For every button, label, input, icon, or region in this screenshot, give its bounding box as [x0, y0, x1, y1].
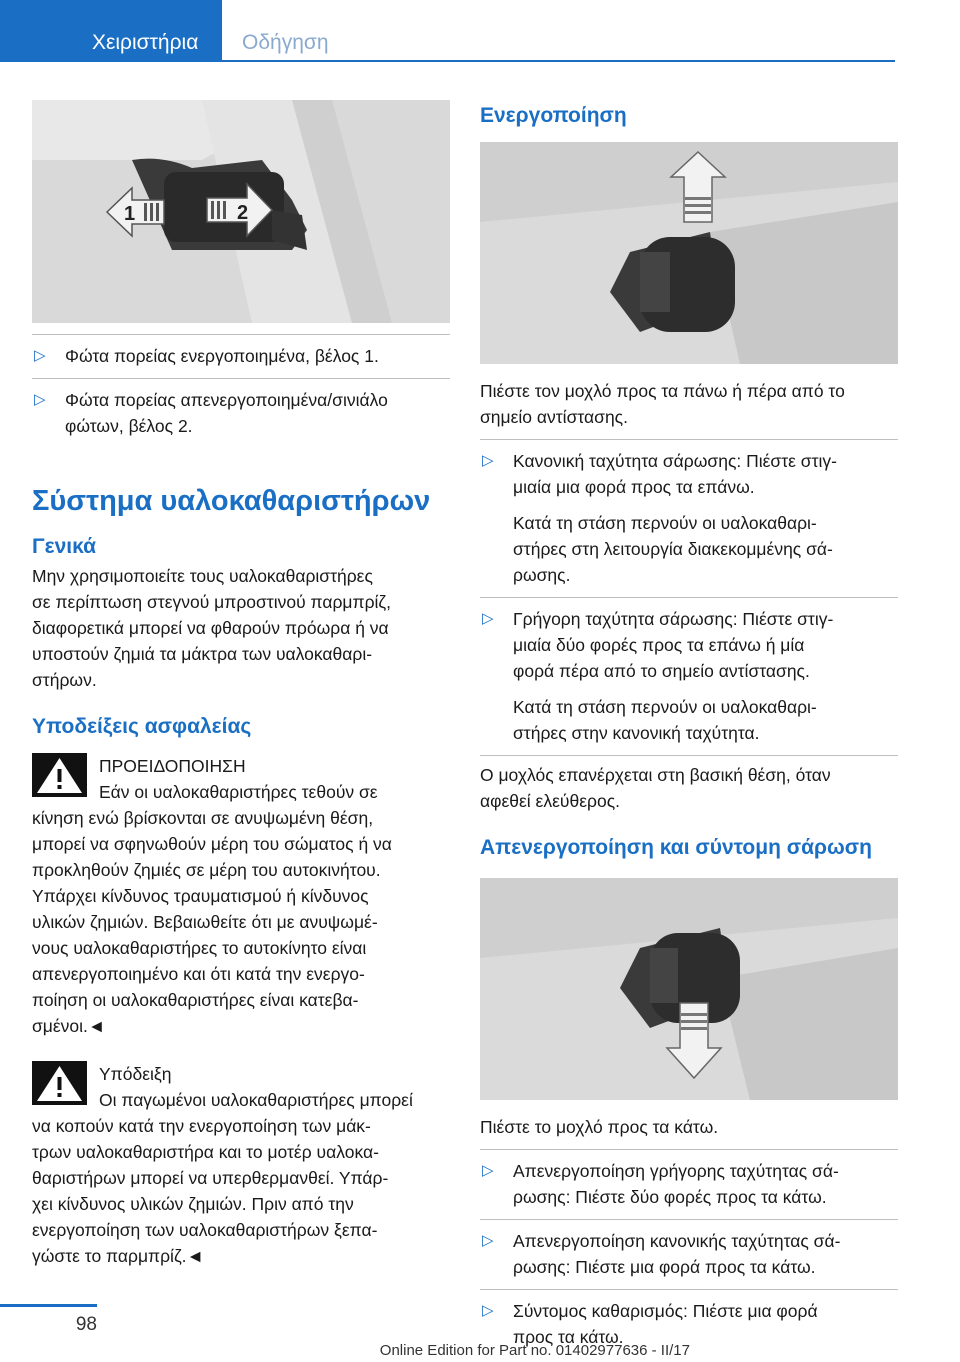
divider: [480, 1149, 898, 1150]
bullet-triangle-icon: ▷: [482, 1162, 494, 1179]
divider: [480, 597, 898, 598]
warning-title: ΠΡΟΕΙΔΟΠΟΙΗΣΗ: [99, 756, 246, 776]
wiper-up-illustration: [480, 142, 898, 364]
list-item: ▷ Κανονική ταχύτητα σάρωσης: Πιέστε στιγ- μιαία μια φορά προς τα επάνω. Κατά τη στάση περνούν οι υαλοκαθαρι- στήρες στη λειτουργία διακεκομμένης σά- ρωσης.: [480, 448, 898, 588]
warning-block: ΠΡΟΕΙΔΟΠΟΙΗΣΗ Εάν οι υαλοκαθαριστήρες τεθούν σε κίνηση ενώ βρίσκονται σε ανυψωμένη θέση, μπορεί να σφηνωθούν μέρη του σώματος ή να προκληθούν ζημιές σε μέρη του αυτοκινήτου. Υπάρχει κίνδυνος τραυματισμού ή κίνδυνος υλικών ζημιών. Βεβαιωθείτε ότι με ανυψωμέ- νους υαλοκαθαριστήρες το αυτοκίνητο είναι απενεργοποιημένο και ότι κατά την ενεργο- ποίηση οι υαλοκαθαριστήρες είναι κατεβα- σμένοι.◄: [32, 753, 450, 1039]
wiper-down-figure: [480, 878, 898, 1100]
bullet-triangle-icon: ▷: [482, 1232, 494, 1249]
divider: [32, 378, 450, 379]
tab-controls[interactable]: Χειριστήρια: [0, 0, 222, 62]
activation-heading: Ενεργοποίηση: [480, 104, 627, 127]
arrow-1-label: 1: [124, 203, 136, 225]
page-number: 98: [75, 1314, 97, 1335]
list-item: ▷ Απενεργοποίηση γρήγορης ταχύτητας σά- ρωσης: Πιέστε δύο φορές προς τα κάτω.: [480, 1158, 898, 1210]
right-column: [480, 100, 898, 1350]
warning-icon: [32, 753, 87, 797]
list-item: ▷ Σύντομος καθαρισμός: Πιέστε μια φορά προς τα κάτω.: [480, 1298, 898, 1350]
general-text: Μην χρησιμοποιείτε τους υαλοκαθαριστήρες σε περίπτωση στεγνού μπροστινού παρμπρίζ, διαφορετικά μπορεί να φθαρούν πρόωρα ή να υποστούν ζημιά τα μάκτρα των υαλοκαθαρι- στήρων.: [32, 566, 391, 690]
deactivation-heading: Απενεργοποίηση και σύντομη σάρωση: [480, 836, 872, 859]
list-item: ▷ Γρήγορη ταχύτητα σάρωσης: Πιέστε στιγ- μιαία δύο φορές προς τα επάνω ή μία φορά πέρα από το σημείο αντίστασης. Κατά τη στάση περνούν οι υαλοκαθαρι- στήρες στην κανονική ταχύτητα.: [480, 606, 898, 746]
divider: [480, 1289, 898, 1290]
edition-info: Online Edition for Part no. 01402977636 - II/17: [379, 1342, 690, 1359]
deactivation-text: Πιέστε το μοχλό προς τα κάτω.: [480, 1117, 719, 1137]
page-header: [0, 0, 960, 62]
warning-icon: [32, 1061, 87, 1105]
wiper-down-illustration: [480, 878, 898, 1100]
arrow-2-label: 2: [237, 202, 249, 224]
headlight-stalk-illustration: [32, 100, 450, 323]
notice-title: Υπόδειξη: [99, 1064, 172, 1084]
headlight-stalk-figure: [32, 100, 450, 323]
bullet-triangle-icon: ▷: [482, 610, 494, 627]
bullet-triangle-icon: ▷: [34, 347, 46, 364]
left-column: [32, 100, 450, 1269]
divider: [480, 439, 898, 440]
bullet-triangle-icon: ▷: [482, 1302, 494, 1319]
return-text: Ο μοχλός επανέρχεται στη βασική θέση, όταν αφεθεί ελεύθερος.: [480, 765, 831, 811]
divider: [480, 755, 898, 756]
tab-driving[interactable]: Οδήγηση: [242, 31, 329, 54]
list-item: ▷ Φώτα πορείας ενεργοποιημένα, βέλος 1.: [32, 343, 450, 369]
section-title: Σύστημα υαλοκαθαριστήρων: [32, 485, 431, 517]
safety-heading: Υποδείξεις ασφαλείας: [32, 715, 252, 738]
footer-rule: [0, 1304, 97, 1307]
divider: [480, 1219, 898, 1220]
header-divider: [0, 60, 895, 62]
wiper-up-figure: [480, 142, 898, 364]
divider: [32, 334, 450, 335]
activation-text: Πιέστε τον μοχλό προς τα πάνω ή πέρα από το σημείο αντίστασης.: [480, 381, 845, 427]
bullet-triangle-icon: ▷: [34, 391, 46, 408]
general-heading: Γενικά: [32, 535, 97, 558]
bullet-triangle-icon: ▷: [482, 452, 494, 469]
list-item: ▷ Απενεργοποίηση κανονικής ταχύτητας σά- ρωσης: Πιέστε μια φορά προς τα κάτω.: [480, 1228, 898, 1280]
notice-block: Υπόδειξη Οι παγωμένοι υαλοκαθαριστήρες μπορεί να κοπούν κατά την ενεργοποίηση των μάκ- τρων υαλοκαθαριστήρα και το μοτέρ υαλοκα- θαριστήρων μπορεί να υπερθερμανθεί. Υπάρ- χει κίνδυνος υλικών ζημιών. Πριν από την ενεργοποίηση των υαλοκαθαριστήρων ξεπα- γώστε το παρμπρίζ.◄: [32, 1061, 450, 1269]
list-item: ▷ Φώτα πορείας απενεργοποιημένα/σινιάλο φώτων, βέλος 2.: [32, 387, 450, 439]
page-footer: [0, 1304, 960, 1362]
